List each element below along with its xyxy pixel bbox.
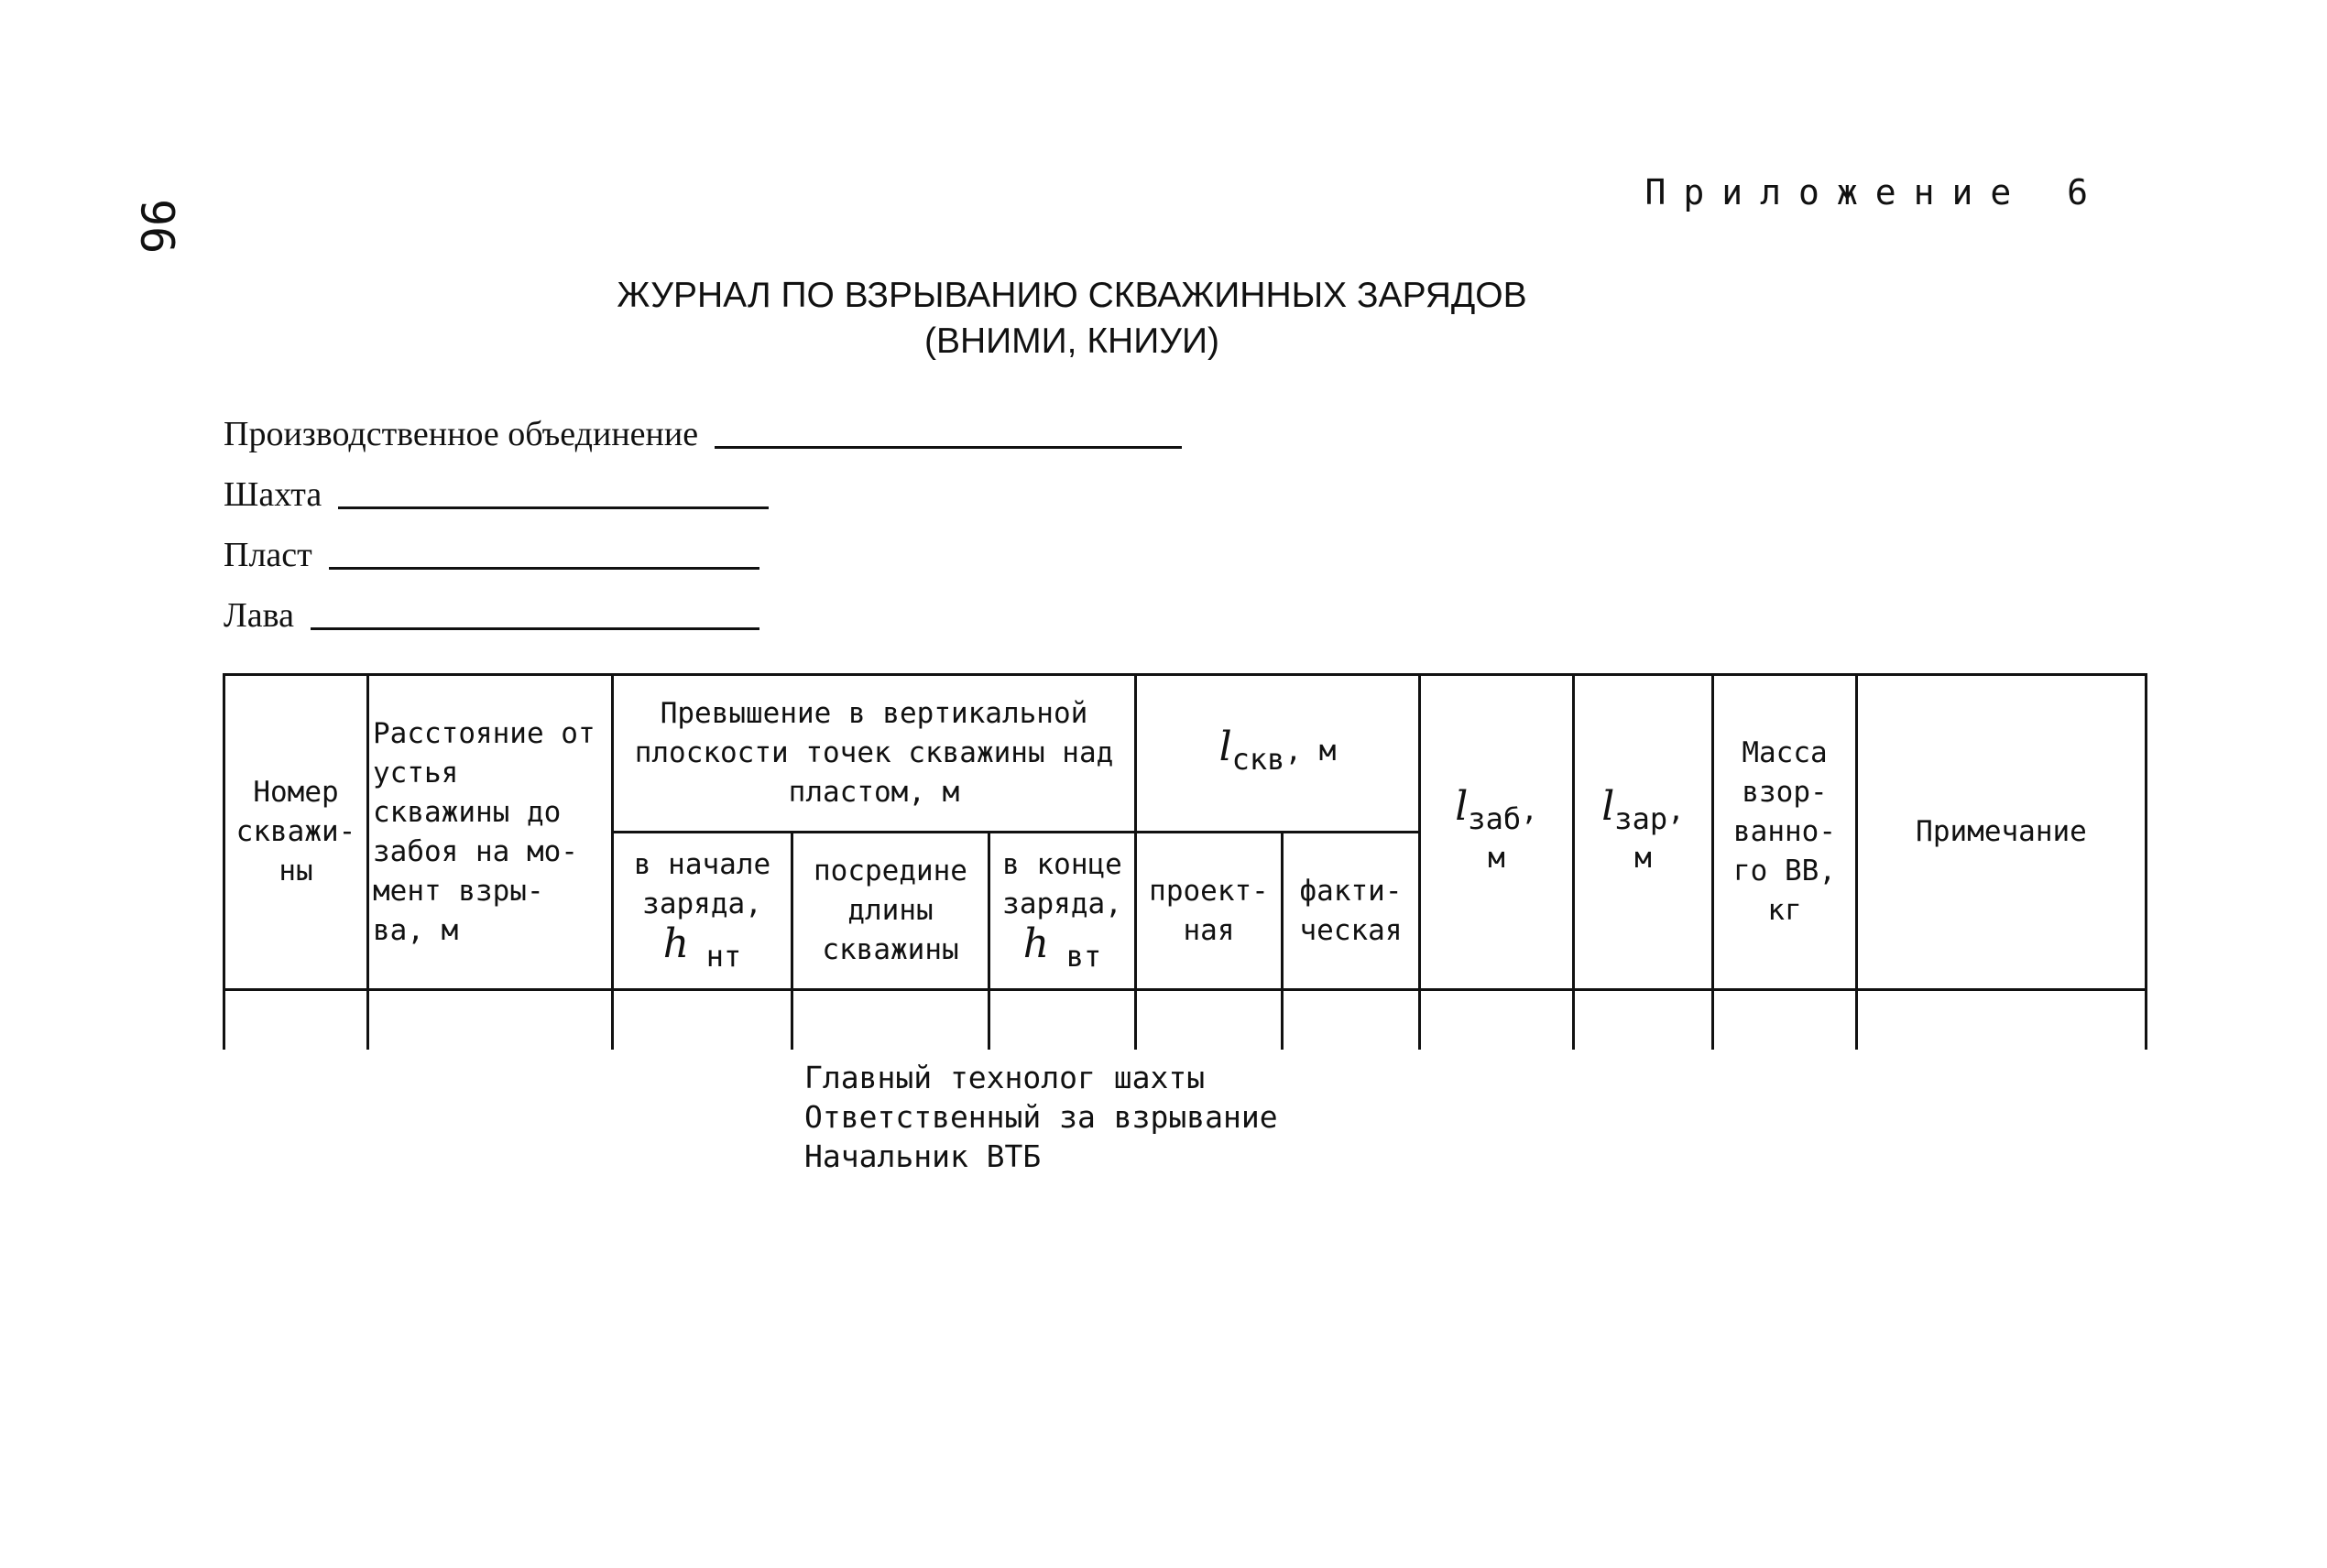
header-elevation: Превышение в вертикальной плоскости точек скважины над пластом, м xyxy=(613,675,1136,833)
title-line-2: (ВНИМИ, КНИУИ) xyxy=(923,321,1220,361)
cell-mass[interactable] xyxy=(1713,990,1857,1051)
cell-elev-end[interactable] xyxy=(989,990,1136,1051)
header-l-zar: lзар, м xyxy=(1574,675,1713,990)
l-zar-symbol: l xyxy=(1601,782,1615,830)
l-zar-unit: м xyxy=(1634,841,1652,875)
header-elev-end xyxy=(989,833,1136,990)
table-row xyxy=(224,990,2147,1051)
form-row-association xyxy=(224,394,1182,454)
signature-blasting-responsible: Ответственный за взрывание xyxy=(804,1099,1278,1135)
signature-block xyxy=(804,1058,1278,1176)
cell-elev-mid[interactable] xyxy=(792,990,989,1051)
page-number: 96 xyxy=(133,198,187,255)
header-form xyxy=(224,394,1182,636)
mine-blank-line[interactable] xyxy=(338,506,769,509)
appendix-label: Приложение 6 xyxy=(1644,172,2105,212)
l-skv-subscript: скв xyxy=(1231,742,1285,777)
l-skv-unit: , м xyxy=(1284,735,1337,768)
header-mass: Масса взор- ванно- го ВВ, кг xyxy=(1713,675,1857,990)
header-l-skv-design: проект- ная xyxy=(1136,833,1283,990)
cell-distance[interactable] xyxy=(368,990,613,1051)
header-well-number: Номер скважи- ны xyxy=(224,675,368,990)
h-vt-symbol: h xyxy=(1022,920,1050,967)
header-elev-start xyxy=(613,833,792,990)
header-note: Примечание xyxy=(1857,675,2147,990)
title-line-1: ЖУРНАЛ ПО ВЗРЫВАНИЮ СКВАЖИННЫХ ЗАРЯДОВ xyxy=(617,276,1527,315)
header-elev-mid: посредине длины скважины xyxy=(792,833,989,990)
cell-l-zar[interactable] xyxy=(1574,990,1713,1051)
elev-end-label: в конце заряда, xyxy=(1002,848,1122,920)
table-header-row-1 xyxy=(224,675,2147,833)
cell-l-skv-design[interactable] xyxy=(1136,990,1283,1051)
cell-elev-start[interactable] xyxy=(613,990,792,1051)
header-distance: Расстояние от устья скважины до забоя на мо- мент взры- ва, м xyxy=(368,675,613,990)
h-nt-symbol: h xyxy=(662,920,690,967)
blasting-journal-table xyxy=(223,673,2147,1050)
signature-head-vtb: Начальник ВТБ xyxy=(804,1138,1042,1174)
cell-note[interactable] xyxy=(1857,990,2147,1051)
form-row-longwall xyxy=(224,575,1182,636)
header-l-zab: lзаб, м xyxy=(1420,675,1574,990)
header-l-skv-actual: факти- ческая xyxy=(1283,833,1420,990)
elev-start-label: в начале заряда, xyxy=(633,848,771,920)
cell-l-skv-actual[interactable] xyxy=(1283,990,1420,1051)
l-zab-symbol: l xyxy=(1455,782,1469,830)
mine-label: Шахта xyxy=(224,475,322,514)
h-vt-subscript: вт xyxy=(1065,939,1102,974)
association-label: Производственное объединение xyxy=(224,415,699,453)
form-row-seam xyxy=(224,515,1182,575)
longwall-label: Лава xyxy=(224,596,294,635)
l-zar-subscript: зар xyxy=(1614,800,1668,836)
l-skv-symbol: l xyxy=(1218,724,1232,770)
seam-label: Пласт xyxy=(224,536,312,574)
association-blank-line[interactable] xyxy=(715,446,1182,449)
form-row-mine xyxy=(224,454,1182,515)
cell-l-zab[interactable] xyxy=(1420,990,1574,1051)
cell-well-number[interactable] xyxy=(224,990,368,1051)
l-zab-subscript: заб xyxy=(1468,800,1522,836)
signature-chief-technologist: Главный технолог шахты xyxy=(804,1060,1206,1095)
l-zab-unit: м xyxy=(1488,841,1505,875)
seam-blank-line[interactable] xyxy=(329,567,759,570)
h-nt-subscript: нт xyxy=(705,939,742,974)
document-title xyxy=(0,273,2327,365)
header-l-skv xyxy=(1136,675,1420,833)
longwall-blank-line[interactable] xyxy=(311,627,759,630)
